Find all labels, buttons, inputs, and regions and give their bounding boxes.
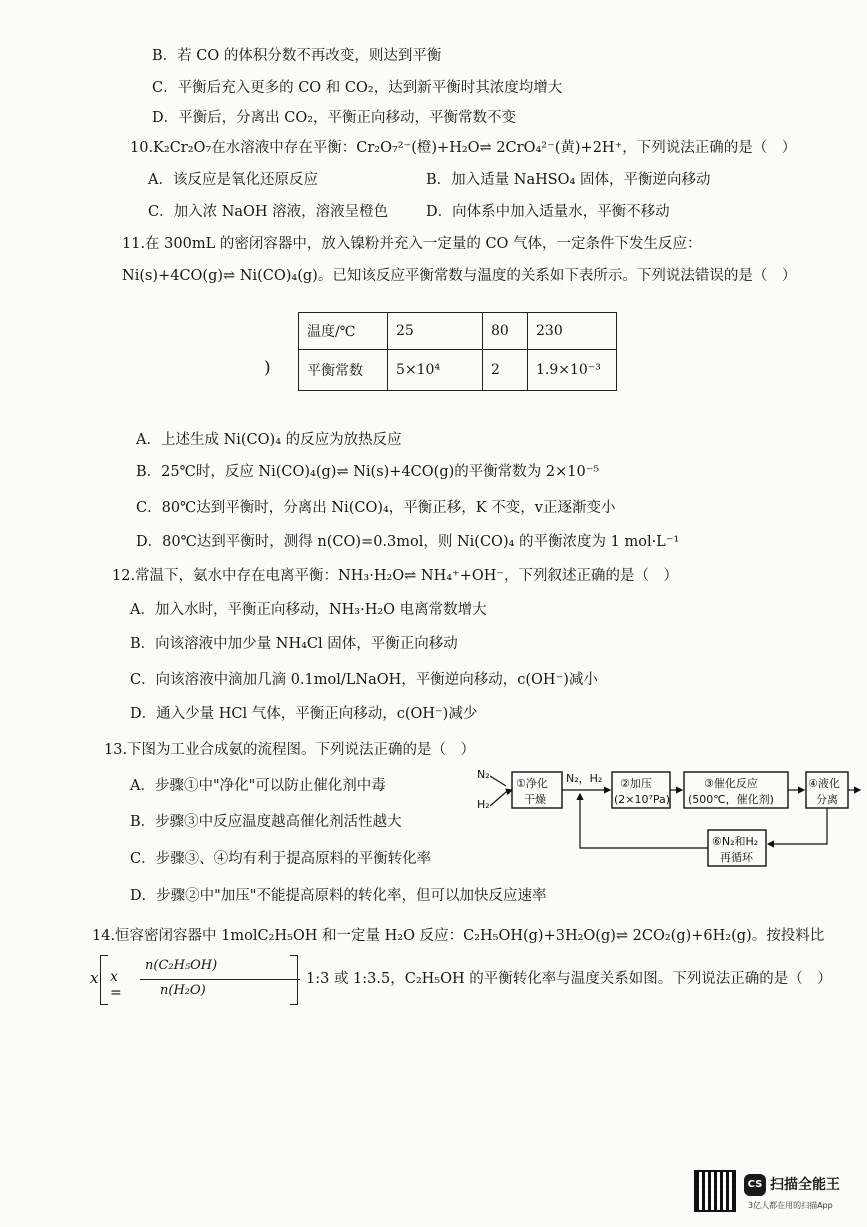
table-cell: 1.9×10⁻³ <box>528 350 617 391</box>
question-11: 11.在 300mL 的密闭容器中，放入镍粉并充入一定量的 CO 气体，一定条件下发生反应： <box>122 236 702 252</box>
watermark-brand: 扫描全能王 <box>770 1177 840 1193</box>
step2-label: ②加压 <box>620 777 652 790</box>
step4-sublabel: 分离 <box>816 793 838 806</box>
option-line: D．80℃达到平衡时，测得 n(CO)=0.3mol，则 Ni(CO)₄ 的平衡浓度为 1 mol·L⁻¹ <box>136 534 680 550</box>
option-line: B．25℃时，反应 Ni(CO)₄(g)⇌ Ni(s)+4CO(g)的平衡常数为 2×10⁻⁵ <box>136 464 600 480</box>
option-line: D．通入少量 HCl 气体，平衡正向移动，c(OH⁻)减少 <box>130 706 478 722</box>
step3-sublabel: (500℃，催化剂) <box>688 793 774 806</box>
formula-left-bracket <box>100 955 108 1005</box>
formula-numerator: n(C₂H₅OH) <box>145 958 218 973</box>
option-line: A．步骤①中"净化"可以防止催化剂中毒 <box>130 778 386 794</box>
equilibrium-constant-table <box>298 312 617 391</box>
step6-sublabel: 再循环 <box>720 851 753 864</box>
formula-right-bracket <box>290 955 298 1005</box>
option-line: C．向该溶液中滴加几滴 0.1mol/LNaOH，平衡逆向移动，c(OH⁻)减小 <box>130 672 598 688</box>
step3-label: ③催化反应 <box>704 777 758 790</box>
camscanner-logo-icon: CS <box>744 1174 766 1196</box>
step4-label: ④液化 <box>808 777 840 790</box>
step2-sublabel: (2×10⁷Pa) <box>614 793 671 806</box>
option-line: D．步骤②中"加压"不能提高原料的转化率，但可以加快反应速率 <box>130 888 547 904</box>
question-12: 12.常温下，氨水中存在电离平衡：NH₃·H₂O⇌ NH₄⁺+OH⁻，下列叙述正确的是（ ） <box>112 568 679 584</box>
table-cell: 80 <box>483 313 528 350</box>
formula-denominator: n(H₂O) <box>160 983 206 998</box>
option-line: C．平衡后充入更多的 CO 和 CO₂，达到新平衡时其浓度均增大 <box>152 80 563 96</box>
option-line: A．上述生成 Ni(CO)₄ 的反应为放热反应 <box>136 432 402 448</box>
option-line: B．步骤③中反应温度越高催化剂活性越大 <box>130 814 402 830</box>
flow-label-h2: H₂ <box>477 798 490 811</box>
question-14-continued: 1:3 或 1:3.5，C₂H₅OH 的平衡转化率与温度关系如图。下列说法正确的是（ ） <box>306 971 832 987</box>
option-line: A．该反应是氧化还原反应 <box>148 172 318 188</box>
option-line: D．平衡后，分离出 CO₂，平衡正向移动，平衡常数不变 <box>152 110 517 126</box>
stray-paren: ) <box>264 358 271 378</box>
table-cell: 平衡常数 <box>299 350 388 391</box>
scanner-watermark <box>694 1170 864 1220</box>
flow-label-n2: N₂ <box>477 768 490 781</box>
option-line: C．加入浓 NaOH 溶液，溶液呈橙色 <box>148 204 389 220</box>
option-line: C．步骤③、④均有利于提高原料的平衡转化率 <box>130 851 432 867</box>
formula-x: x <box>90 969 99 987</box>
table-cell: 2 <box>483 350 528 391</box>
table-row <box>299 313 617 350</box>
table-cell: 230 <box>528 313 617 350</box>
option-line: B．若 CO 的体积分数不再改变，则达到平衡 <box>152 48 442 64</box>
table-cell: 温度/℃ <box>299 313 388 350</box>
step1-label: ①净化 <box>516 777 548 790</box>
option-line: B．向该溶液中加少量 NH₄Cl 固体，平衡正向移动 <box>130 636 458 652</box>
ammonia-process-flowchart <box>472 764 862 879</box>
option-line: A．加入水时，平衡正向移动，NH₃·H₂O 电离常数增大 <box>130 602 487 618</box>
question-10: 10.K₂Cr₂O₇在水溶液中存在平衡：Cr₂O₇²⁻(橙)+H₂O⇌ 2CrO₄²⁻(黄)+2H⁺，下列说法正确的是（ ） <box>130 140 797 156</box>
step6-label: ⑥N₂和H₂ <box>712 835 759 848</box>
option-line: B．加入适量 NaHSO₄ 固体，平衡逆向移动 <box>426 172 711 188</box>
flow-label-mid: N₂，H₂ <box>566 772 603 785</box>
table-row <box>299 350 617 391</box>
step1-sublabel: 干燥 <box>524 793 546 806</box>
watermark-tagline: 3亿人都在用的扫描App <box>748 1201 833 1210</box>
formula-fraction-bar <box>140 979 300 980</box>
option-line: C．80℃达到平衡时，分离出 Ni(CO)₄，平衡正移，K 不变，v正逐渐变小 <box>136 500 616 516</box>
table-cell: 25 <box>388 313 483 350</box>
option-line: D．向体系中加入适量水，平衡不移动 <box>426 204 670 220</box>
qr-code-icon <box>694 1170 736 1212</box>
question-11-equation: Ni(s)+4CO(g)⇌ Ni(CO)₄(g)。已知该反应平衡常数与温度的关系如下表所示。下列说法错误的是（ ） <box>122 268 797 284</box>
formula-x-eq: x = <box>110 969 122 1001</box>
table-cell: 5×10⁴ <box>388 350 483 391</box>
question-13: 13.下图为工业合成氨的流程图。下列说法正确的是（ ） <box>104 742 476 758</box>
question-14: 14.恒容密闭容器中 1molC₂H₅OH 和一定量 H₂O 反应：C₂H₅OH(g)+3H₂O(g)⇌ 2CO₂(g)+6H₂(g)。按投料比 <box>92 928 825 944</box>
